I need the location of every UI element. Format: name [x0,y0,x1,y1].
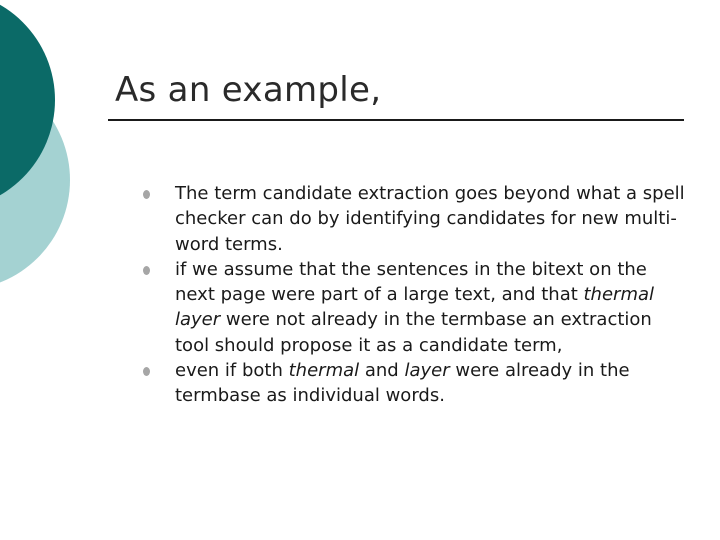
bullet-text [175,360,630,406]
bullet-item [140,181,690,257]
bullet-text-run: even if both [175,360,289,382]
bullet-text-run: The term candidate extraction goes beyond what a spell checker can do by identifying candidates for new multi-word terms. [175,183,685,255]
bullet-item [140,257,690,358]
bullet-item [140,358,690,409]
slide-title: As an example, [115,70,382,110]
bullet-text-italic: thermal layer [175,284,655,331]
bullet-text [175,259,654,356]
bullet-dot-icon [143,266,150,275]
bullet-list [140,181,690,409]
bullet-dot-icon [143,367,150,376]
decorative-circles [0,0,80,300]
bullet-text-run: were already in the termbase as individual words. [175,360,630,407]
bullet-text-run: were not already in the termbase an extraction tool should propose it as a candidate term, [175,309,652,356]
bullet-text [175,183,685,255]
bullet-text-run: and [359,360,405,382]
bullet-dot-icon [143,190,150,199]
bullet-text-italic: thermal [288,360,360,382]
bullet-text-run: if we assume that the sentences in the bitext on the next page were part of a large text, and that [175,258,647,306]
title-underline [108,119,684,121]
bullet-text-italic: layer [404,360,450,382]
